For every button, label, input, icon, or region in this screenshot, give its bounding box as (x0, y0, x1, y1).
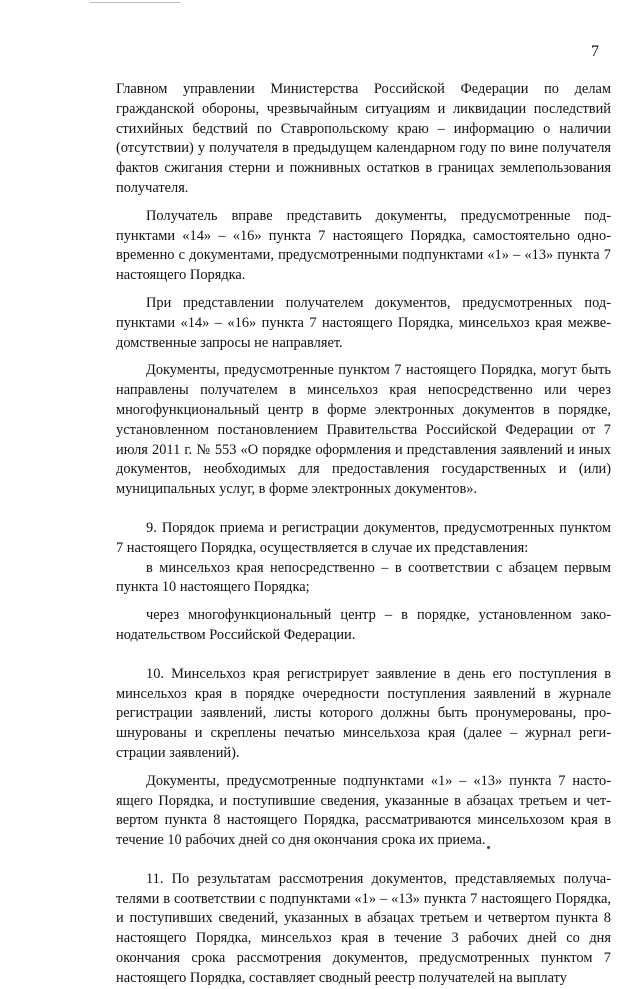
page-number: 7 (591, 43, 599, 60)
paragraph-electronic-submission: Документы, предусмотренные пунктом 7 настоящего Порядка, могут быть направлены получателем в минсельхоз края непосредственно или через многофункциональный центр в форме электронных документов в порядке, установленном постановлением Правительства Российской Федерации от 7 июля 2011 г. № 553 «О порядке оформления и представления заявлений и иных документов, необходимых для предоставления государственных и (или) муниципальных услуг, в форме электронных документов». (116, 362, 611, 498)
body-text (116, 80, 611, 989)
paragraph-clause-9: 9. Порядок приема и регистрации документов, предусмотренных пунктом 7 настоящего Порядка, осуществляется в случае их представления: (116, 519, 611, 556)
paragraph-continuation: Главном управлении Министерства Российской Федерации по делам гражданской обороны, чрезвычайным ситуациям и ликвидации последствий стихийных бедствий по Ставропольскому краю – информацию о наличии (отсутствии) у получателя в предыдущем календарном году по вине получателя фактов сжигания стерни и пожнивных остатков в границах землепользования получателя. (116, 81, 611, 196)
paragraph-receiver-right: Получатель вправе представить документы, предусмотренные подпунктами «14» – «16» пункта 7 настоящего Порядка, самостоятельно одновременно с документами, предусмотренными подпунктами «1» – «13» пункта 7 настоящего Порядка. (116, 207, 611, 284)
paragraph-no-interagency-requests: При представлении получателем документов, предусмотренных подпунктами «14» – «16» пункта 7 настоящего Порядка, минсельхоз края межведомственные запросы не направляет. (116, 294, 611, 351)
paragraph-clause-10: 10. Минсельхоз края регистрирует заявление в день его поступления в минсельхоз края в порядке очередности поступления заявлений в журнале регистрации заявлений, листы которого должны быть пронумерованы, прошнурованы и скреплены печатью минсельхоза края (далее – журнал регистрации заявлений). (116, 665, 611, 761)
scan-dot (487, 846, 490, 849)
paragraph-clause-11: 11. По результатам рассмотрения документов, представляемых получателями в соответствии с подпунктами «1» – «13» пункта 7 настоящего Порядка, и поступивших сведений, указанных в абзацах третьем и четвертом пункта 8 настоящего Порядка, минсельхоз края в течение 3 рабочих дней со дня окончания срока рассмотрения документов, предусмотренных пунктом 7 настоящего Порядка, составляет сводный реестр получателей на выплату (116, 870, 611, 986)
paragraph-clause-9-direct: в минсельхоз края непосредственно – в соответствии с абзацем первым пункта 10 настоящего Порядка; (116, 559, 611, 596)
paragraph-clause-9-mfc: через многофункциональный центр – в порядке, установленном законодательством Российской Федерации. (116, 607, 611, 643)
scan-edge-line (90, 2, 180, 3)
paragraph-clause-10-review: Документы, предусмотренные подпунктами «1» – «13» пункта 7 настоящего Порядка, и поступившие сведения, указанные в абзацах третьем и четвертом пункта 8 настоящего Порядка, рассматриваются минсельхозом края в течение 10 рабочих дней со дня окончания срока их приема. (116, 772, 611, 849)
